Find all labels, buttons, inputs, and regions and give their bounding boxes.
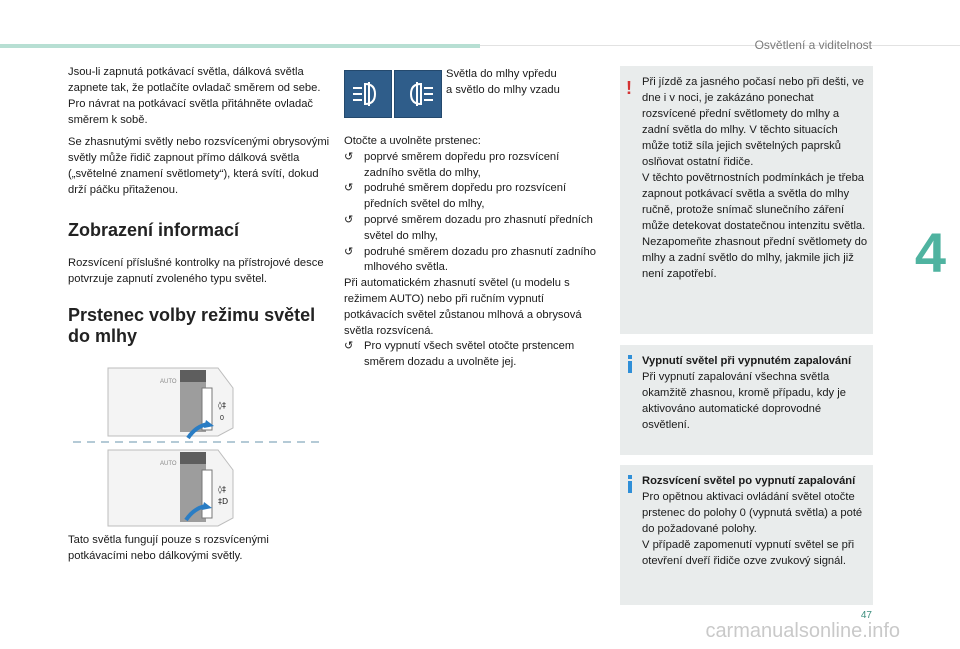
chapter-number: 4 <box>914 221 946 284</box>
arrow-bullet-icon: ↺ <box>344 182 354 195</box>
warning-icon: ! <box>626 78 632 98</box>
ring-intro: Otočte a uvolněte prstenec: <box>344 135 481 147</box>
svg-text:◊‡: ◊‡ <box>218 401 226 410</box>
fog-icons-row <box>344 70 442 118</box>
paragraph-indicator: Rozsvícení příslušné kontrolky na přístrojové desce potvrzuje zapnutí zvoleného typu světel. <box>68 257 324 285</box>
info-title: Rozsvícení světel po vypnutí zapalování <box>642 475 856 487</box>
paragraph-flash: Se zhasnutými světly nebo rozsvícenými obrysovými světly může řidič zapnout přímo dálková světla („světelné znamení světlomety“), která svítí, dokud drží páčku přitaženou. <box>68 136 330 196</box>
info-text: Vypnutí světel při vypnutém zapalování Při vypnutí zapalování všechna světla okamžitě zhasnou, kromě případu, kdy je aktivováno automatické doprovodné osvětlení. <box>642 353 868 433</box>
watermark: carmanualsonline.info <box>705 620 900 642</box>
svg-text:‡D: ‡D <box>218 497 229 506</box>
paragraph-high-beam: Jsou-li zapnutá potkávací světla, dálková světla zapnete tak, že potlačíte ovladač směrem od sebe. Pro návrat na potkávací světla přitáhněte ovladač směrem k sobě. <box>68 66 321 126</box>
column-left <box>68 64 330 347</box>
header-accent-bar <box>0 44 480 48</box>
caption-fog-usage: Tato světla fungují pouze s rozsvícenými potkávacími nebo dálkovými světly. <box>68 534 269 562</box>
arrow-bullet-icon: ↺ <box>344 245 354 258</box>
info-icon <box>628 475 633 493</box>
warning-text: Při jízdě za jasného počasí nebo při dešti, ve dne i v noci, je zakázáno ponechat rozsvícené přední světlomety do mlhy a zadní světla do mlhy. V těchto situacích může totiž síla jejich světelných paprsků oslňovat ostatní řidiče. V těchto povětrnostních podmínkách je třeba zapnout potkávací světla a světla do mlhy ručně, protože snímač slunečního záření může detekovat dostatečnou intenzitu světla. Nezapomeňte zhasnout přední světlomety do mlhy a zadní světlo do mlhy, jakmile jich již není zapotřebí. <box>642 76 868 280</box>
arrow-bullet-icon: ↺ <box>344 340 354 353</box>
info-box-lights-after-off <box>620 465 873 605</box>
rear-fog-icon <box>394 70 442 118</box>
page-number: 47 <box>860 610 872 621</box>
info-icon <box>628 355 633 373</box>
info-title: Vypnutí světel při vypnutém zapalování <box>642 355 852 367</box>
fog-label-front: Světla do mlhy vpředu <box>446 68 557 80</box>
column-middle <box>344 134 598 371</box>
svg-text:◊‡: ◊‡ <box>218 485 226 494</box>
heading-info: Zobrazení informací <box>68 220 240 240</box>
fog-labels <box>446 66 596 98</box>
lever-upper <box>108 368 233 438</box>
arrow-bullet-icon: ↺ <box>344 213 354 226</box>
auto-off-text: Při automatickém zhasnutí světel (u modelu s režimem AUTO) nebo při ručním vypnutí potkávacích světel zůstanou mlhová a obrysová světla rozsvícená. <box>344 277 582 337</box>
fog-ring-diagram <box>68 358 328 530</box>
fog-label-rear: a světlo do mlhy vzadu <box>446 84 560 96</box>
zero-label-upper: 0 <box>220 415 224 422</box>
list-item: ↺ podruhé směrem dopředu pro rozsvícení předních světel do mlhy, <box>344 182 567 211</box>
info-box-ignition-off <box>620 345 873 455</box>
warning-box <box>620 66 873 334</box>
list-item: ↺ podruhé směrem dozadu pro zhasnutí zadního mlhového světla. <box>344 245 596 274</box>
header-rule <box>480 45 960 46</box>
list-item: ↺ Pro vypnutí všech světel otočte prstencem směrem dozadu a uvolněte jej. <box>344 340 575 369</box>
list-item: ↺ poprvé směrem dozadu pro zhasnutí předních světel do mlhy, <box>344 213 593 242</box>
info-text: Rozsvícení světel po vypnutí zapalování Pro opětnou aktivaci ovládání světel otočte prstenec do polohy 0 (vypnutá světla) a poté do požadované polohy. V případě zapomenutí vypnutí světel se při otevření dveří řidiče ozve zvukový signál. <box>642 473 868 569</box>
arrow-bullet-icon: ↺ <box>344 150 354 163</box>
list-item: ↺ poprvé směrem dopředu pro rozsvícení zadního světla do mlhy, <box>344 150 560 179</box>
lever-lower <box>108 450 233 526</box>
heading-fog-ring: Prstenec volby režimu světel do mlhy <box>68 305 316 346</box>
front-fog-icon <box>344 70 392 118</box>
auto-label-upper: AUTO <box>160 379 177 385</box>
auto-label-lower: AUTO <box>160 461 177 467</box>
section-title: Osvětlení a viditelnost <box>754 38 872 52</box>
